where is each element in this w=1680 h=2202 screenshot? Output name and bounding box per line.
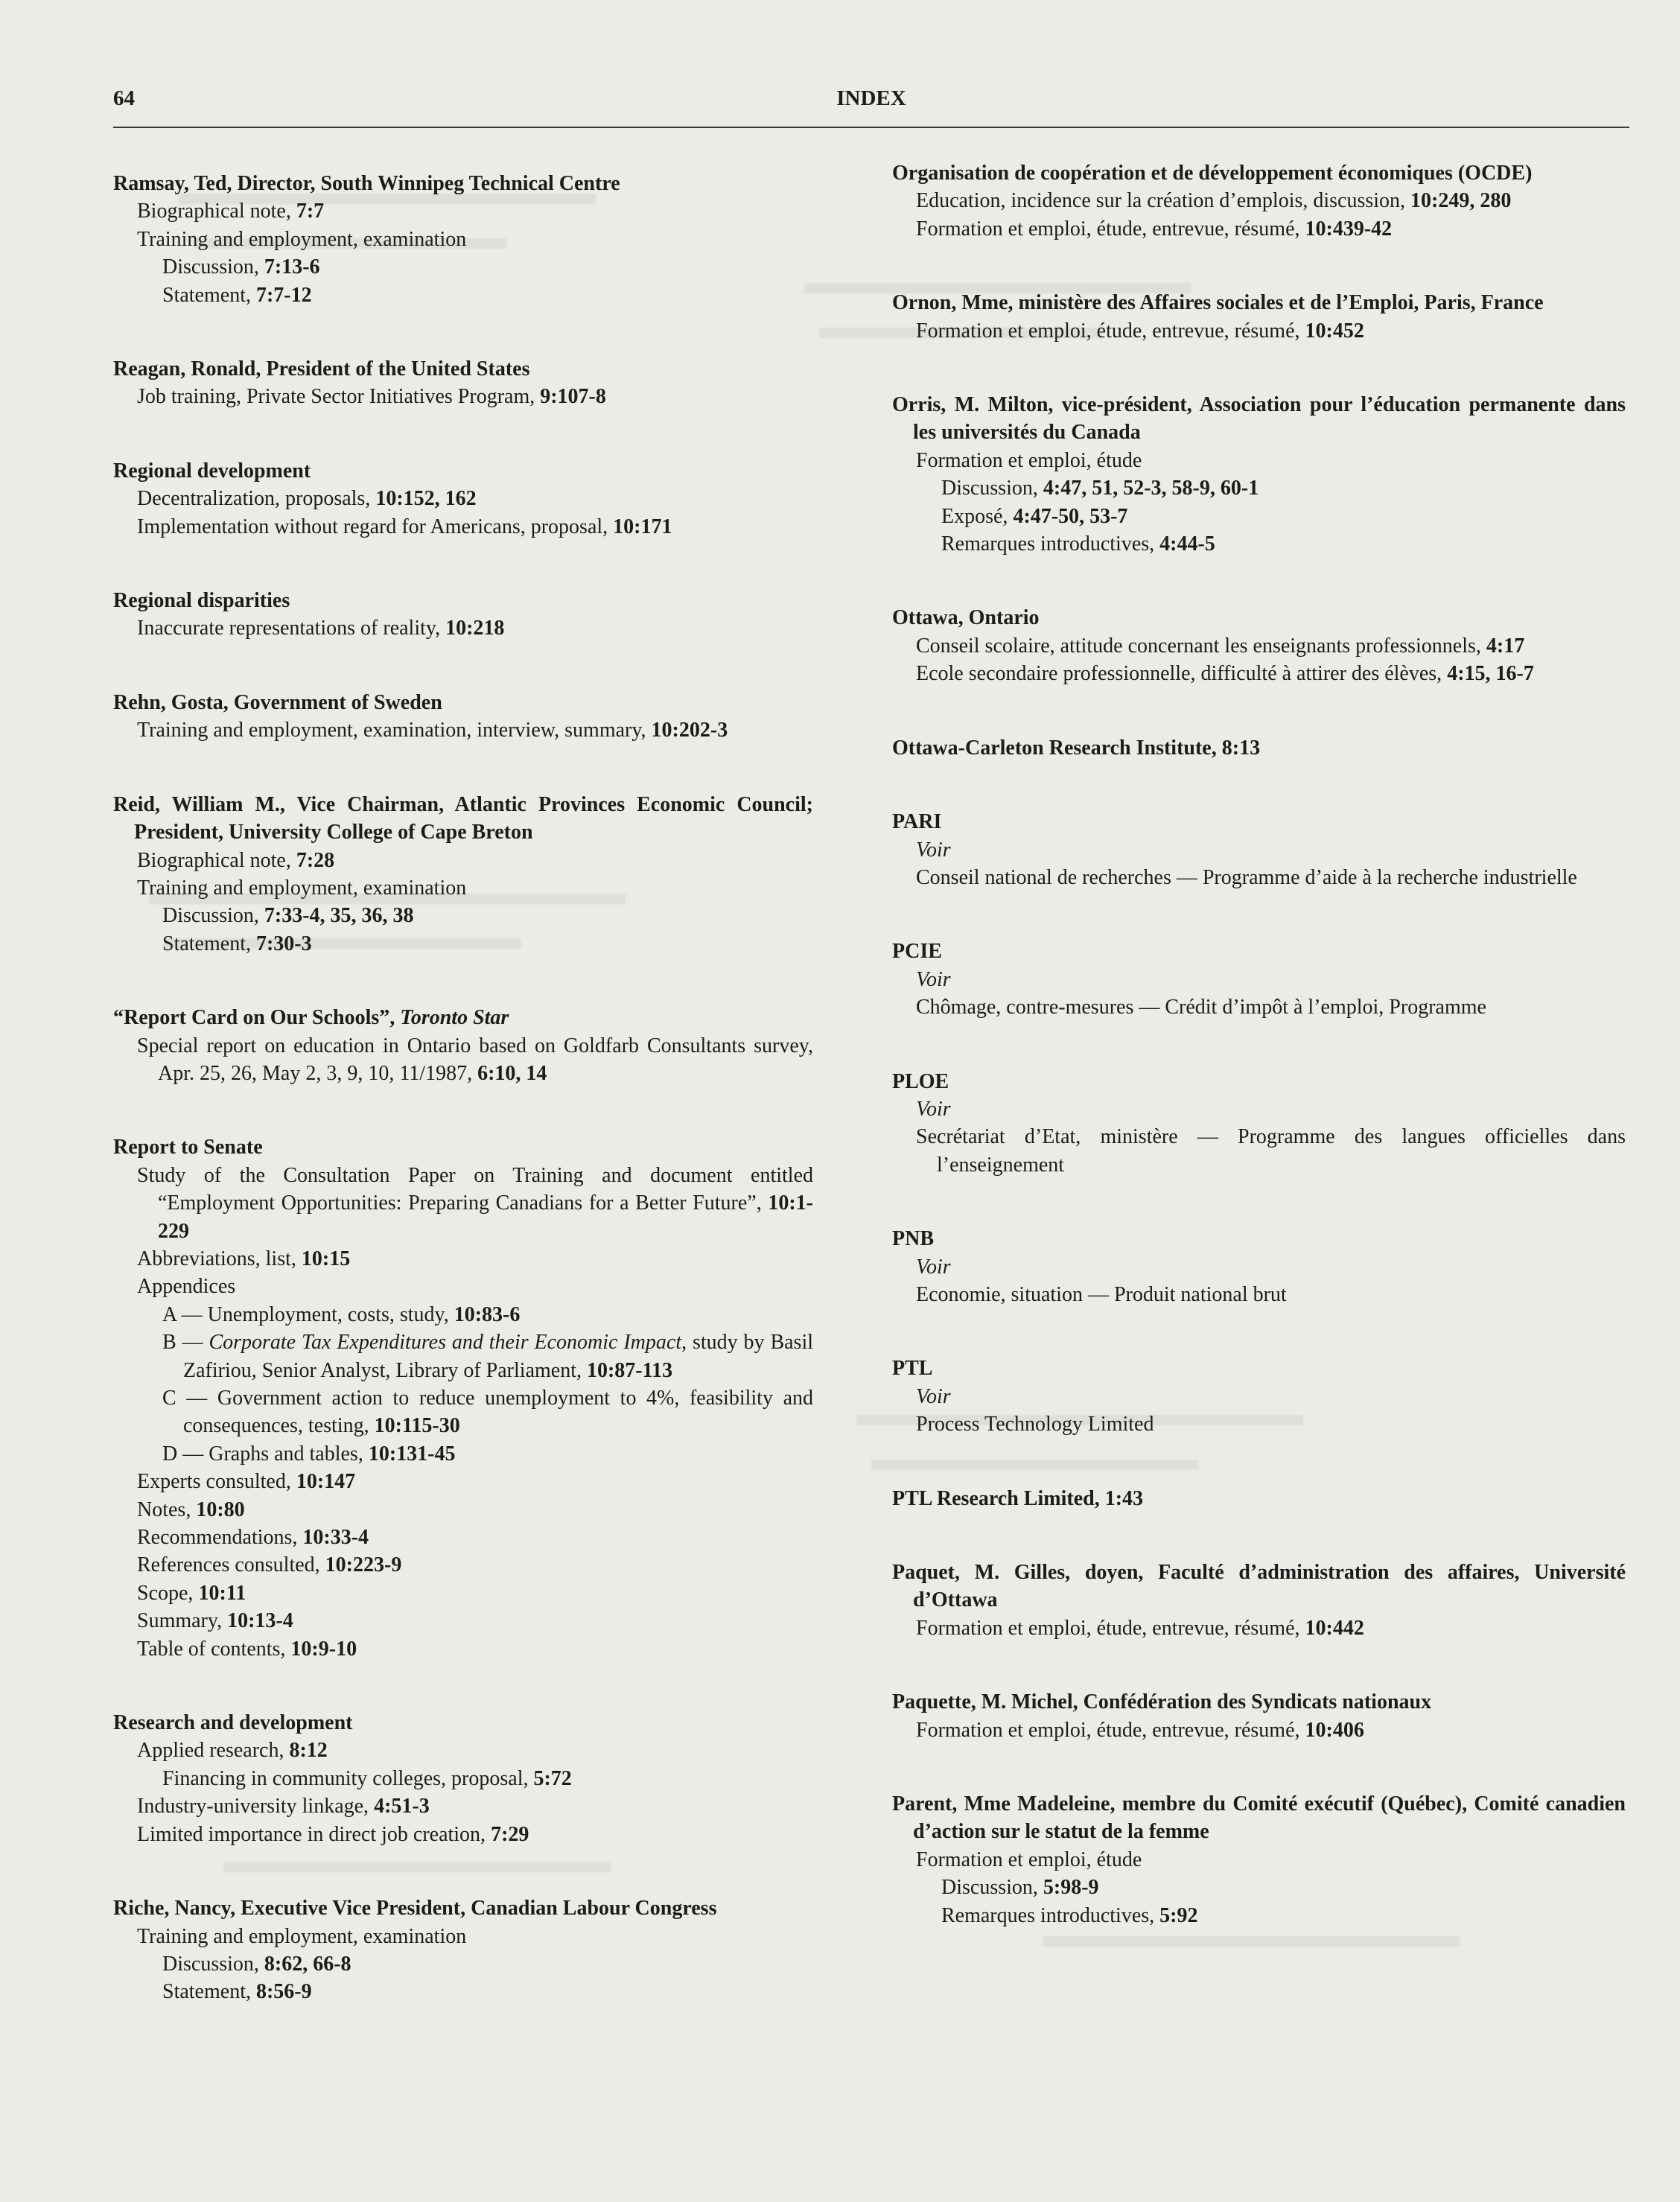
subentry: Notes, 10:80: [137, 1498, 245, 1521]
page-reference: 4:47-50, 53-7: [1013, 504, 1128, 528]
subentry: Process Technology Limited: [916, 1413, 1154, 1436]
entry-heading: Ottawa, Ontario: [892, 606, 1040, 630]
index-entry: [113, 1004, 813, 1087]
page-reference: 1:43: [1104, 1486, 1144, 1510]
page-reference: 10:9-10: [290, 1637, 357, 1661]
page-reference: 10:439-42: [1305, 217, 1393, 241]
page-reference: 4:17: [1486, 634, 1525, 658]
see-reference-label: Voir: [916, 967, 951, 991]
subentry: Conseil scolaire, attitude concernant les enseignants professionnels, 4:17: [916, 634, 1525, 658]
entry-heading: PNB: [892, 1227, 934, 1251]
page-reference: 10:15: [301, 1247, 351, 1270]
page-reference: 9:107-8: [540, 385, 606, 409]
entry-heading: Paquet, M. Gilles, doyen, Faculté d’administration des affaires, Université d’Ottawa: [892, 1561, 1626, 1612]
page-reference: 4:15, 16-7: [1447, 662, 1534, 686]
see-reference-label: Voir: [916, 1097, 951, 1121]
subentry: Scope, 10:11: [137, 1581, 246, 1605]
subentry: Formation et emploi, étude, entrevue, résumé, 10:406: [916, 1718, 1364, 1742]
entry-heading: Reagan, Ronald, President of the United States: [113, 357, 530, 381]
entry-heading: PCIE: [892, 940, 942, 964]
page-reference: 10:13-4: [227, 1609, 293, 1633]
running-header: [113, 86, 1629, 128]
subentry: Ecole secondaire professionnelle, difficulté à attirer des élèves, 4:15, 16-7: [916, 662, 1534, 686]
page-reference: 4:44-5: [1159, 532, 1215, 556]
index-entry: [113, 457, 813, 541]
entry-heading: Reid, William M., Vice Chairman, Atlantic Provinces Economic Council; President, University College of Cape Breton: [113, 792, 813, 844]
page-reference: 10:406: [1305, 1718, 1364, 1742]
index-entry: [892, 1225, 1626, 1308]
subentry: Limited importance in direct job creation, 7:29: [137, 1822, 529, 1846]
subentry: Conseil national de recherches — Programme d’aide à la recherche industrielle: [916, 865, 1577, 889]
entry-heading: PTL: [892, 1357, 933, 1381]
entry-heading: Research and development: [113, 1711, 353, 1735]
subentry: Table of contents, 10:9-10: [137, 1637, 357, 1661]
page-reference: 8:62, 66-8: [264, 1952, 351, 1976]
entry-heading: Rehn, Gosta, Government of Sweden: [113, 690, 442, 714]
entry-heading: Paquette, M. Michel, Confédération des Syndicats nationaux: [892, 1690, 1432, 1714]
page-reference: 10:202-3: [651, 719, 728, 742]
subentry: Summary, 10:13-4: [137, 1609, 293, 1633]
page-reference: 10:87-113: [586, 1358, 673, 1382]
see-reference-label: Voir: [916, 838, 951, 862]
index-entry: [892, 1355, 1626, 1438]
page-reference: 10:442: [1305, 1616, 1364, 1640]
subentry: Economie, situation — Produit national brut: [916, 1282, 1287, 1306]
page-reference: 8:56-9: [255, 1980, 312, 2004]
index-entry: [113, 170, 813, 309]
index-entry: [113, 355, 813, 411]
subentry: Remarques introductives, 4:44-5: [941, 532, 1215, 556]
index-entry: [113, 1709, 813, 1848]
subentry: Training and employment, examination: [137, 1924, 467, 1948]
subentry: Decentralization, proposals, 10:152, 162: [137, 487, 477, 511]
index-entry: [892, 734, 1626, 762]
index-entry: [892, 1485, 1626, 1512]
subentry: Implementation without regard for Americans, proposal, 10:171: [137, 515, 672, 538]
subentry: Formation et emploi, étude, entrevue, résumé, 10:442: [916, 1616, 1364, 1640]
page-reference: 7:29: [491, 1822, 529, 1846]
index-entry: [892, 391, 1626, 558]
subentry: Discussion, 5:98-9: [941, 1876, 1099, 1900]
subentry: References consulted, 10:223-9: [137, 1553, 402, 1577]
index-entry: [113, 791, 813, 958]
subentry: Exposé, 4:47-50, 53-7: [941, 504, 1128, 528]
page-reference: 5:98-9: [1043, 1876, 1099, 1900]
subentry: Biographical note, 7:7: [137, 200, 325, 223]
page-reference: 5:72: [533, 1766, 572, 1790]
entry-heading: Ornon, Mme, ministère des Affaires sociales et de l’Emploi, Paris, France: [892, 291, 1544, 315]
subentry: Statement, 7:30-3: [162, 932, 312, 955]
subentry: Job training, Private Sector Initiatives Program, 9:107-8: [137, 385, 606, 409]
page-reference: 10:249, 280: [1410, 189, 1512, 213]
page-reference: 4:51-3: [374, 1795, 430, 1818]
subentry: Formation et emploi, étude, entrevue, résumé, 10:452: [916, 319, 1364, 343]
index-entry: [892, 289, 1626, 345]
subentry: Recommendations, 10:33-4: [137, 1526, 369, 1550]
index-entry: [892, 604, 1626, 687]
page-reference: 10:83-6: [454, 1302, 521, 1326]
subentry: Formation et emploi, étude, entrevue, résumé, 10:439-42: [916, 217, 1393, 241]
index-entry: [892, 938, 1626, 1021]
page-reference: 10:218: [445, 617, 505, 640]
page-reference: 7:7-12: [255, 283, 312, 307]
subentry: Discussion, 4:47, 51, 52-3, 58-9, 60-1: [941, 477, 1259, 500]
subentry: Remarques introductives, 5:92: [941, 1903, 1198, 1927]
entry-heading: Parent, Mme Madeleine, membre du Comité exécutif (Québec), Comité canadien d’action sur le statut de la femme: [892, 1792, 1626, 1844]
subentry: Study of the Consultation Paper on Training and document entitled “Employment Opportunities: Preparing Canadians for a Better Future”, 10:1-229: [137, 1163, 813, 1243]
running-title: INDEX: [836, 86, 906, 110]
subentry: A — Unemployment, costs, study, 10:83-6: [162, 1302, 521, 1326]
subentry: Biographical note, 7:28: [137, 848, 335, 872]
entry-heading: “Report Card on Our Schools”, Toronto Star: [113, 1006, 509, 1030]
index-entry: [892, 1068, 1626, 1180]
page-reference: 10:171: [613, 515, 672, 538]
subentry: Statement, 7:7-12: [162, 283, 312, 307]
index-entry: [113, 1894, 813, 2006]
page-reference: 10:80: [196, 1498, 245, 1521]
subentry: D — Graphs and tables, 10:131-45: [162, 1442, 456, 1466]
subentry: Formation et emploi, étude: [916, 448, 1142, 472]
page-reference: 6:10, 14: [477, 1061, 547, 1085]
subentry: Chômage, contre-mesures — Crédit d’impôt à l’emploi, Programme: [916, 996, 1486, 1019]
subentry: Special report on education in Ontario based on Goldfarb Consultants survey, Apr. 25, 26, May 2, 3, 9, 10, 11/1987, 6:10, 14: [137, 1034, 813, 1085]
subentry: C — Government action to reduce unemployment to 4%, feasibility and consequences, testing, 10:115-30: [162, 1387, 813, 1438]
subentry: Statement, 8:56-9: [162, 1980, 312, 2004]
subentry: Industry-university linkage, 4:51-3: [137, 1795, 430, 1818]
page-reference: 10:33-4: [302, 1526, 369, 1550]
index-entry: [892, 1790, 1626, 1929]
index-entry: [892, 1688, 1626, 1744]
see-reference-label: Voir: [916, 1255, 951, 1279]
entry-heading: PTL Research Limited, 1:43: [892, 1486, 1144, 1510]
subentry: Training and employment, examination: [137, 227, 467, 251]
index-entry: [113, 689, 813, 745]
page-reference: 10:131-45: [368, 1442, 456, 1466]
page-number: 64: [113, 86, 135, 110]
subentry: Inaccurate representations of reality, 10:218: [137, 617, 505, 640]
entry-heading: PLOE: [892, 1069, 949, 1093]
page-reference: 7:30-3: [255, 932, 312, 955]
entry-heading: Ramsay, Ted, Director, South Winnipeg Technical Centre: [113, 172, 620, 195]
page-reference: 8:12: [289, 1739, 328, 1763]
subentry: Appendices: [137, 1275, 236, 1299]
see-reference-label: Voir: [916, 1384, 951, 1408]
entry-heading: Ottawa-Carleton Research Institute, 8:13: [892, 736, 1261, 760]
index-entry: [892, 1559, 1626, 1642]
heading-italic-title: Toronto Star: [400, 1006, 509, 1030]
entry-heading: Report to Senate: [113, 1136, 263, 1159]
page-reference: 10:147: [296, 1470, 356, 1494]
subentry: Abbreviations, list, 10:15: [137, 1247, 351, 1270]
page-reference: 7:28: [296, 848, 335, 872]
index-entry: [892, 159, 1626, 243]
page-reference: 10:11: [198, 1581, 246, 1605]
entry-heading: Regional development: [113, 459, 311, 483]
index-column-left: [113, 170, 813, 2052]
page-reference: 10:115-30: [374, 1414, 460, 1438]
subentry: Training and employment, examination: [137, 876, 467, 900]
subentry: B — Corporate Tax Expenditures and their Economic Impact, study by Basil Zafiriou, Senior Analyst, Library of Parliament, 10:87-113: [162, 1331, 813, 1382]
page-reference: 10:223-9: [325, 1553, 402, 1577]
page-reference: 4:47, 51, 52-3, 58-9, 60-1: [1043, 477, 1259, 500]
subentry: Experts consulted, 10:147: [137, 1470, 356, 1494]
entry-heading: Orris, M. Milton, vice-président, Association pour l’éducation permanente dans les universités du Canada: [892, 393, 1626, 445]
page-reference: 5:92: [1159, 1903, 1198, 1927]
subentry: Training and employment, examination, interview, summary, 10:202-3: [137, 719, 728, 742]
index-column-right: [892, 159, 1626, 1976]
subentry: Applied research, 8:12: [137, 1739, 328, 1763]
page-reference: 10:452: [1305, 319, 1364, 343]
page-reference: 10:1-229: [158, 1191, 813, 1243]
index-entry: [113, 587, 813, 643]
page-reference: 7:33-4, 35, 36, 38: [264, 904, 414, 928]
subentry: Discussion, 7:13-6: [162, 255, 320, 279]
subentry-italic-title: Corporate Tax Expenditures and their Economic Impact: [209, 1331, 682, 1355]
page-reference: 8:13: [1221, 736, 1261, 760]
entry-heading: Regional disparities: [113, 589, 290, 613]
page-reference: 10:152, 162: [375, 487, 477, 511]
entry-heading: PARI: [892, 810, 942, 834]
index-entry: [113, 1133, 813, 1663]
entry-heading: Organisation de coopération et de développement économiques (OCDE): [892, 162, 1533, 185]
index-entry: [892, 808, 1626, 891]
subentry: Formation et emploi, étude: [916, 1848, 1142, 1871]
subentry: Discussion, 8:62, 66-8: [162, 1952, 351, 1976]
subentry: Discussion, 7:33-4, 35, 36, 38: [162, 904, 414, 928]
subentry: Financing in community colleges, proposal, 5:72: [162, 1766, 572, 1790]
page-reference: 7:13-6: [264, 255, 320, 279]
page-reference: 7:7: [296, 200, 325, 223]
entry-heading: Riche, Nancy, Executive Vice President, Canadian Labour Congress: [113, 1897, 717, 1921]
subentry: Secrétariat d’Etat, ministère — Programme des langues officielles dans l’enseignement: [916, 1125, 1626, 1177]
subentry: Education, incidence sur la création d’emplois, discussion, 10:249, 280: [916, 189, 1512, 213]
